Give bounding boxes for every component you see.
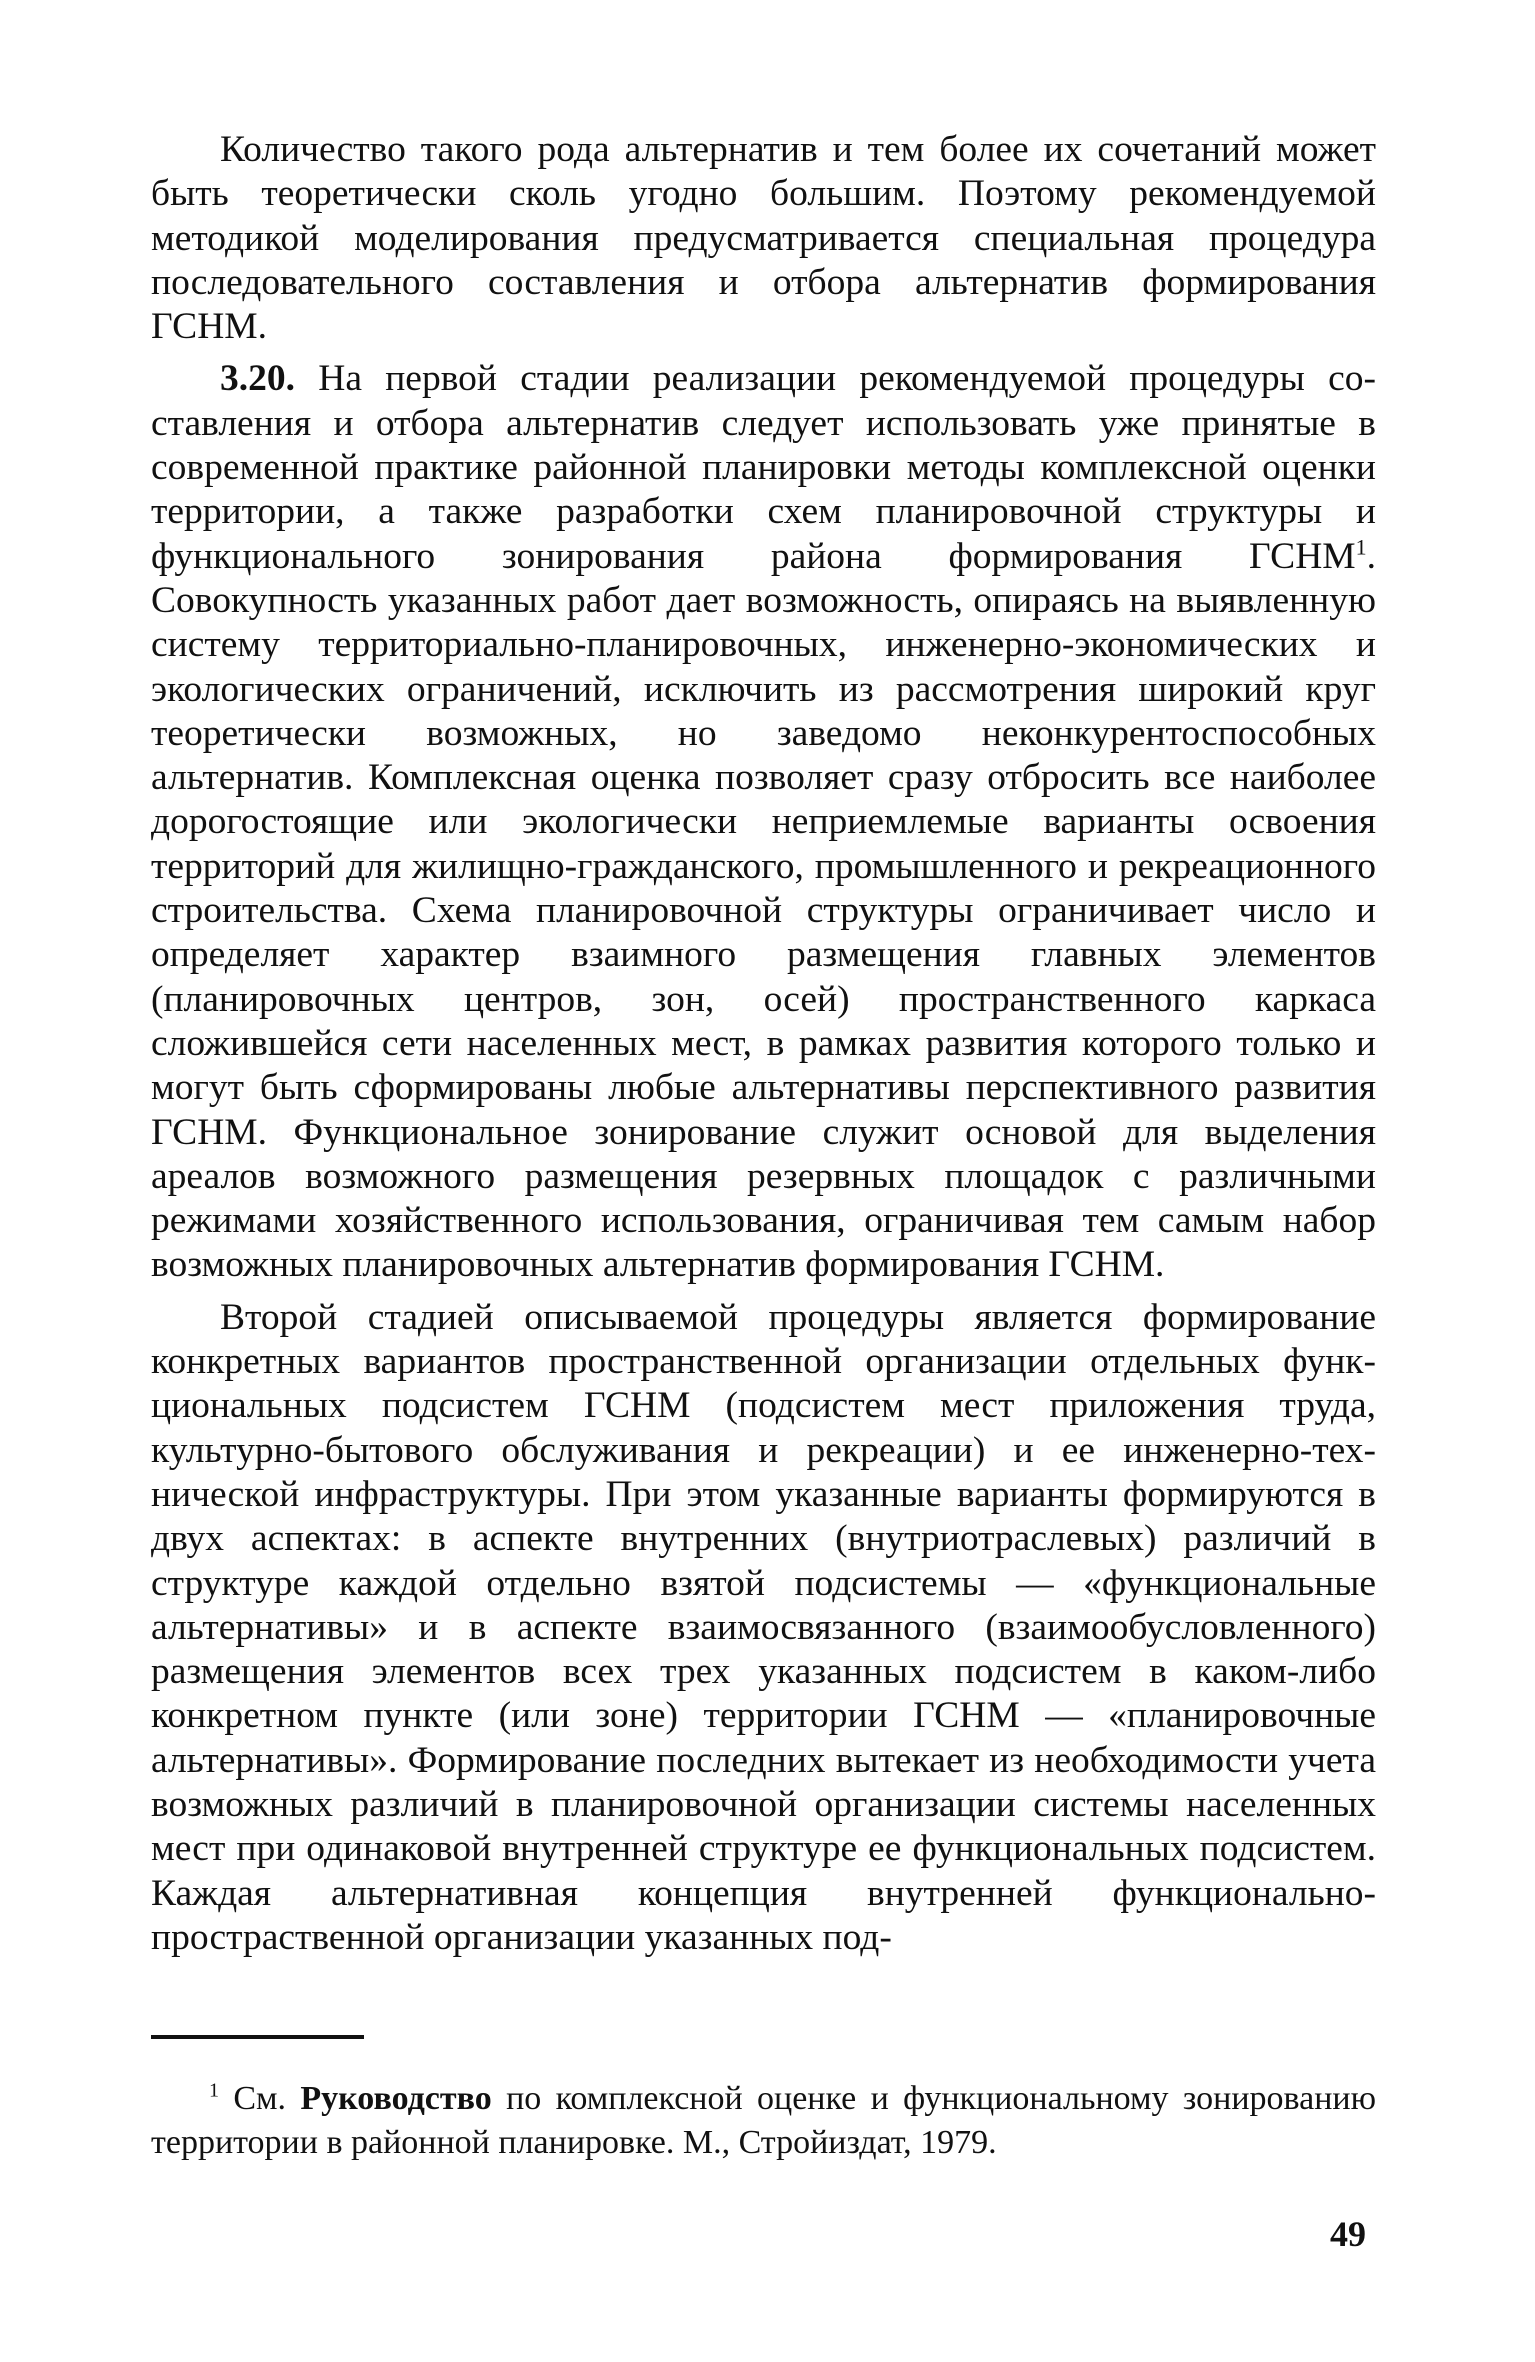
- section-number: 3.20.: [220, 358, 295, 400]
- footnote: [151, 2077, 1376, 2165]
- footnote-prefix: См.: [233, 2080, 287, 2117]
- page-number: 49: [1330, 2214, 1366, 2254]
- paragraph-3: [151, 1296, 1376, 1960]
- paragraph-1: [151, 128, 1376, 349]
- footnote-text: по комплексной оценке и функциональному зонированию территории в районной планировке. М., Стройиздат, 1979.: [151, 2080, 1376, 2161]
- footnote-title: Руководство: [300, 2080, 492, 2117]
- paragraph-3-text: Второй стадией описываемой процедуры является формирование конкретных вариантов пространственной организации отдельных функциональных подсистем ГСНМ (подсистем мест приложения труда, культурно-бытового обслуживания и рекреации) и ее инженерно-технической инфраструктуры. При этом указанные варианты формируются в двух аспектах: в аспекте внутренних (внутриотраслевых) различий в структуре каждой отдельно взятой подсистемы — «функциональные альтернативы» и в аспекте взаимосвязанного (взаимообусловленного) размещения элементов всех трех указанных подсистем в каком-либо конкретном пункте (или зоне) территории ГСНМ — «планировочные альтернативы». Формирование последних вытекает из необходимости учета возможных различий в планировочной организации системы населенных мест при одинаковой внутренней структуре ее функциональных подсистем. Каждая альтернативная концепция внутренней функционально-простраственной организации указанных под-: [151, 1296, 1376, 1958]
- footnote-marker: 1: [209, 2079, 219, 2102]
- paragraph-1-text: Количество такого рода альтернатив и тем более их сочетаний может быть теоретически сколь угодно большим. Поэтому рекомендуемой методикой моделирования предусматривается специальная процедура последовательного составления и отбора альтернатив формирования ГСНМ.: [151, 129, 1376, 348]
- main-text: [151, 128, 1376, 1960]
- paragraph-2-text-end: . Совокупность указанных работ дает возможность, опираясь на выявленную систему территориально-планировочных, инженерно-экономических и экологических ограничений, исключить из рассмотрения широкий круг теоретически возможных, но заведомо неконкурентоспособных альтернатив. Комплексная оценка позволяет сразу отбросить все наиболее дорогостоящие или экологически неприемлемые варианты освоения территорий для жилищно-гражданского, промышленного и рекреационного строительства. Схема планировочной структуры ограничивает число и определяет характер взаимного размещения главных элементов (планировочных центров, зон, осей) пространственного каркаса сложившейся сети населенных мест, в рамках развития которого только и могут быть сформированы любые альтернативы перспективного развития ГСНМ. Функциональное зонирование служит основой для выделения ареалов возможного размещения резервных площадок с различными режимами хозяйственного использования, ограничивая тем самым набор возможных планировочных альтернатив формирования ГСНМ.: [151, 535, 1376, 1286]
- paragraph-2-text-start: На первой стадии реализации рекомендуемой процедуры составления и отбора альтернатив следует использовать уже принятые в современной практике районной планировки методы комплексной оценки территории, а также разработки схем планировочной структуры и функционального зонирования района формирования ГСНМ: [151, 358, 1376, 577]
- paragraph-3-20: [151, 357, 1376, 1287]
- footnote-reference[interactable]: 1: [1355, 534, 1367, 560]
- footnote-divider: [151, 2035, 364, 2039]
